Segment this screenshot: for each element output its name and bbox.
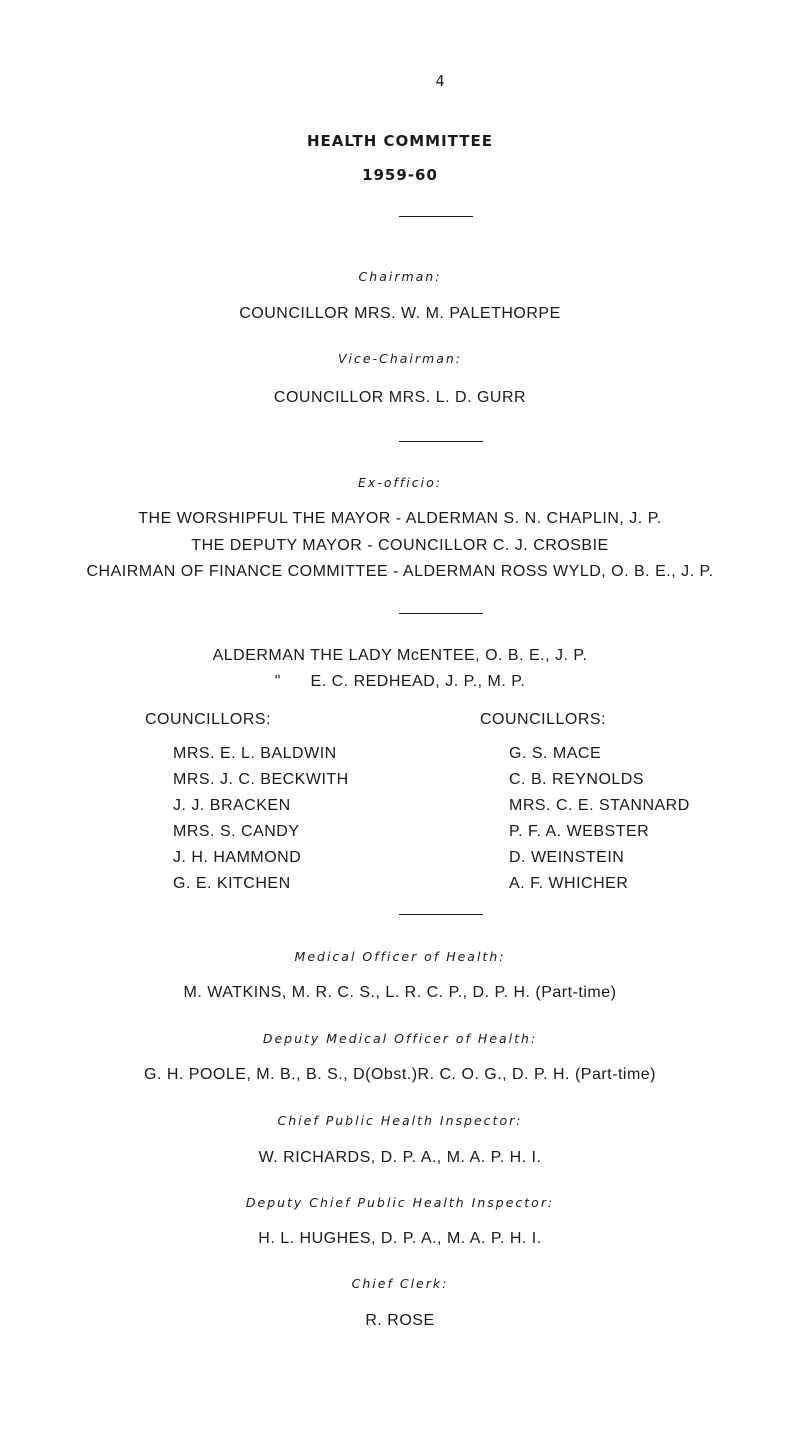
list-item: G. S. MACE (509, 745, 602, 762)
list-item: MRS. J. C. BECKWITH (173, 771, 349, 788)
officer-name: W. RICHARDS, D. P. A., M. A. P. H. I. (258, 1149, 542, 1166)
page-number: 4 (435, 72, 445, 90)
councillors-left-heading: COUNCILLORS: (145, 711, 272, 728)
list-item: D. WEINSTEIN (509, 849, 625, 866)
officer-label: Deputy Medical Officer of Health: (262, 1031, 538, 1046)
officer-label: Medical Officer of Health: (294, 949, 506, 964)
divider-4 (399, 914, 483, 915)
list-item: MRS. S. CANDY (173, 823, 300, 840)
officer-name: H. L. HUGHES, D. P. A., M. A. P. H. I. (258, 1230, 542, 1247)
chairman-label: Chairman: (358, 269, 442, 284)
ex-officio-member: THE DEPUTY MAYOR - COUNCILLOR C. J. CROSBIE (191, 537, 609, 554)
officer-name: M. WATKINS, M. R. C. S., L. R. C. P., D. P. H. (Part-time) (183, 984, 617, 1001)
list-item: MRS. C. E. STANNARD (509, 797, 690, 814)
councillors-right-heading: COUNCILLORS: (480, 711, 607, 728)
vice-chairman-name: COUNCILLOR MRS. L. D. GURR (273, 389, 527, 406)
divider-2 (399, 441, 483, 442)
ex-officio-label: Ex-officio: (358, 475, 442, 490)
alderman-line: " E. C. REDHEAD, J. P., M. P. (274, 673, 526, 690)
divider-1 (399, 216, 473, 217)
list-item: MRS. E. L. BALDWIN (173, 745, 337, 762)
officer-label: Chief Public Health Inspector: (277, 1113, 523, 1128)
divider-3 (399, 613, 483, 614)
list-item: J. H. HAMMOND (173, 849, 302, 866)
chairman-name: COUNCILLOR MRS. W. M. PALETHORPE (239, 305, 561, 322)
officer-label: Deputy Chief Public Health Inspector: (245, 1195, 555, 1210)
list-item: A. F. WHICHER (509, 875, 629, 892)
officer-name: G. H. POOLE, M. B., B. S., D(Obst.)R. C. O. G., D. P. H. (Part-time) (144, 1066, 656, 1083)
committee-title: HEALTH COMMITTEE (307, 132, 493, 150)
officer-name: R. ROSE (365, 1312, 435, 1329)
ex-officio-member: CHAIRMAN OF FINANCE COMMITTEE - ALDERMAN ROSS WYLD, O. B. E., J. P. (86, 563, 714, 580)
list-item: J. J. BRACKEN (173, 797, 291, 814)
list-item: P. F. A. WEBSTER (509, 823, 650, 840)
list-item: C. B. REYNOLDS (509, 771, 645, 788)
alderman-line: ALDERMAN THE LADY McENTEE, O. B. E., J. P. (212, 647, 588, 664)
councillors-left-list (173, 741, 349, 897)
officer-label: Chief Clerk: (351, 1276, 449, 1291)
list-item: G. E. KITCHEN (173, 875, 291, 892)
councillors-right-list (509, 741, 690, 897)
vice-chairman-label: Vice-Chairman: (338, 351, 462, 366)
committee-years: 1959-60 (362, 166, 438, 184)
ex-officio-member: THE WORSHIPFUL THE MAYOR - ALDERMAN S. N. CHAPLIN, J. P. (138, 510, 662, 527)
